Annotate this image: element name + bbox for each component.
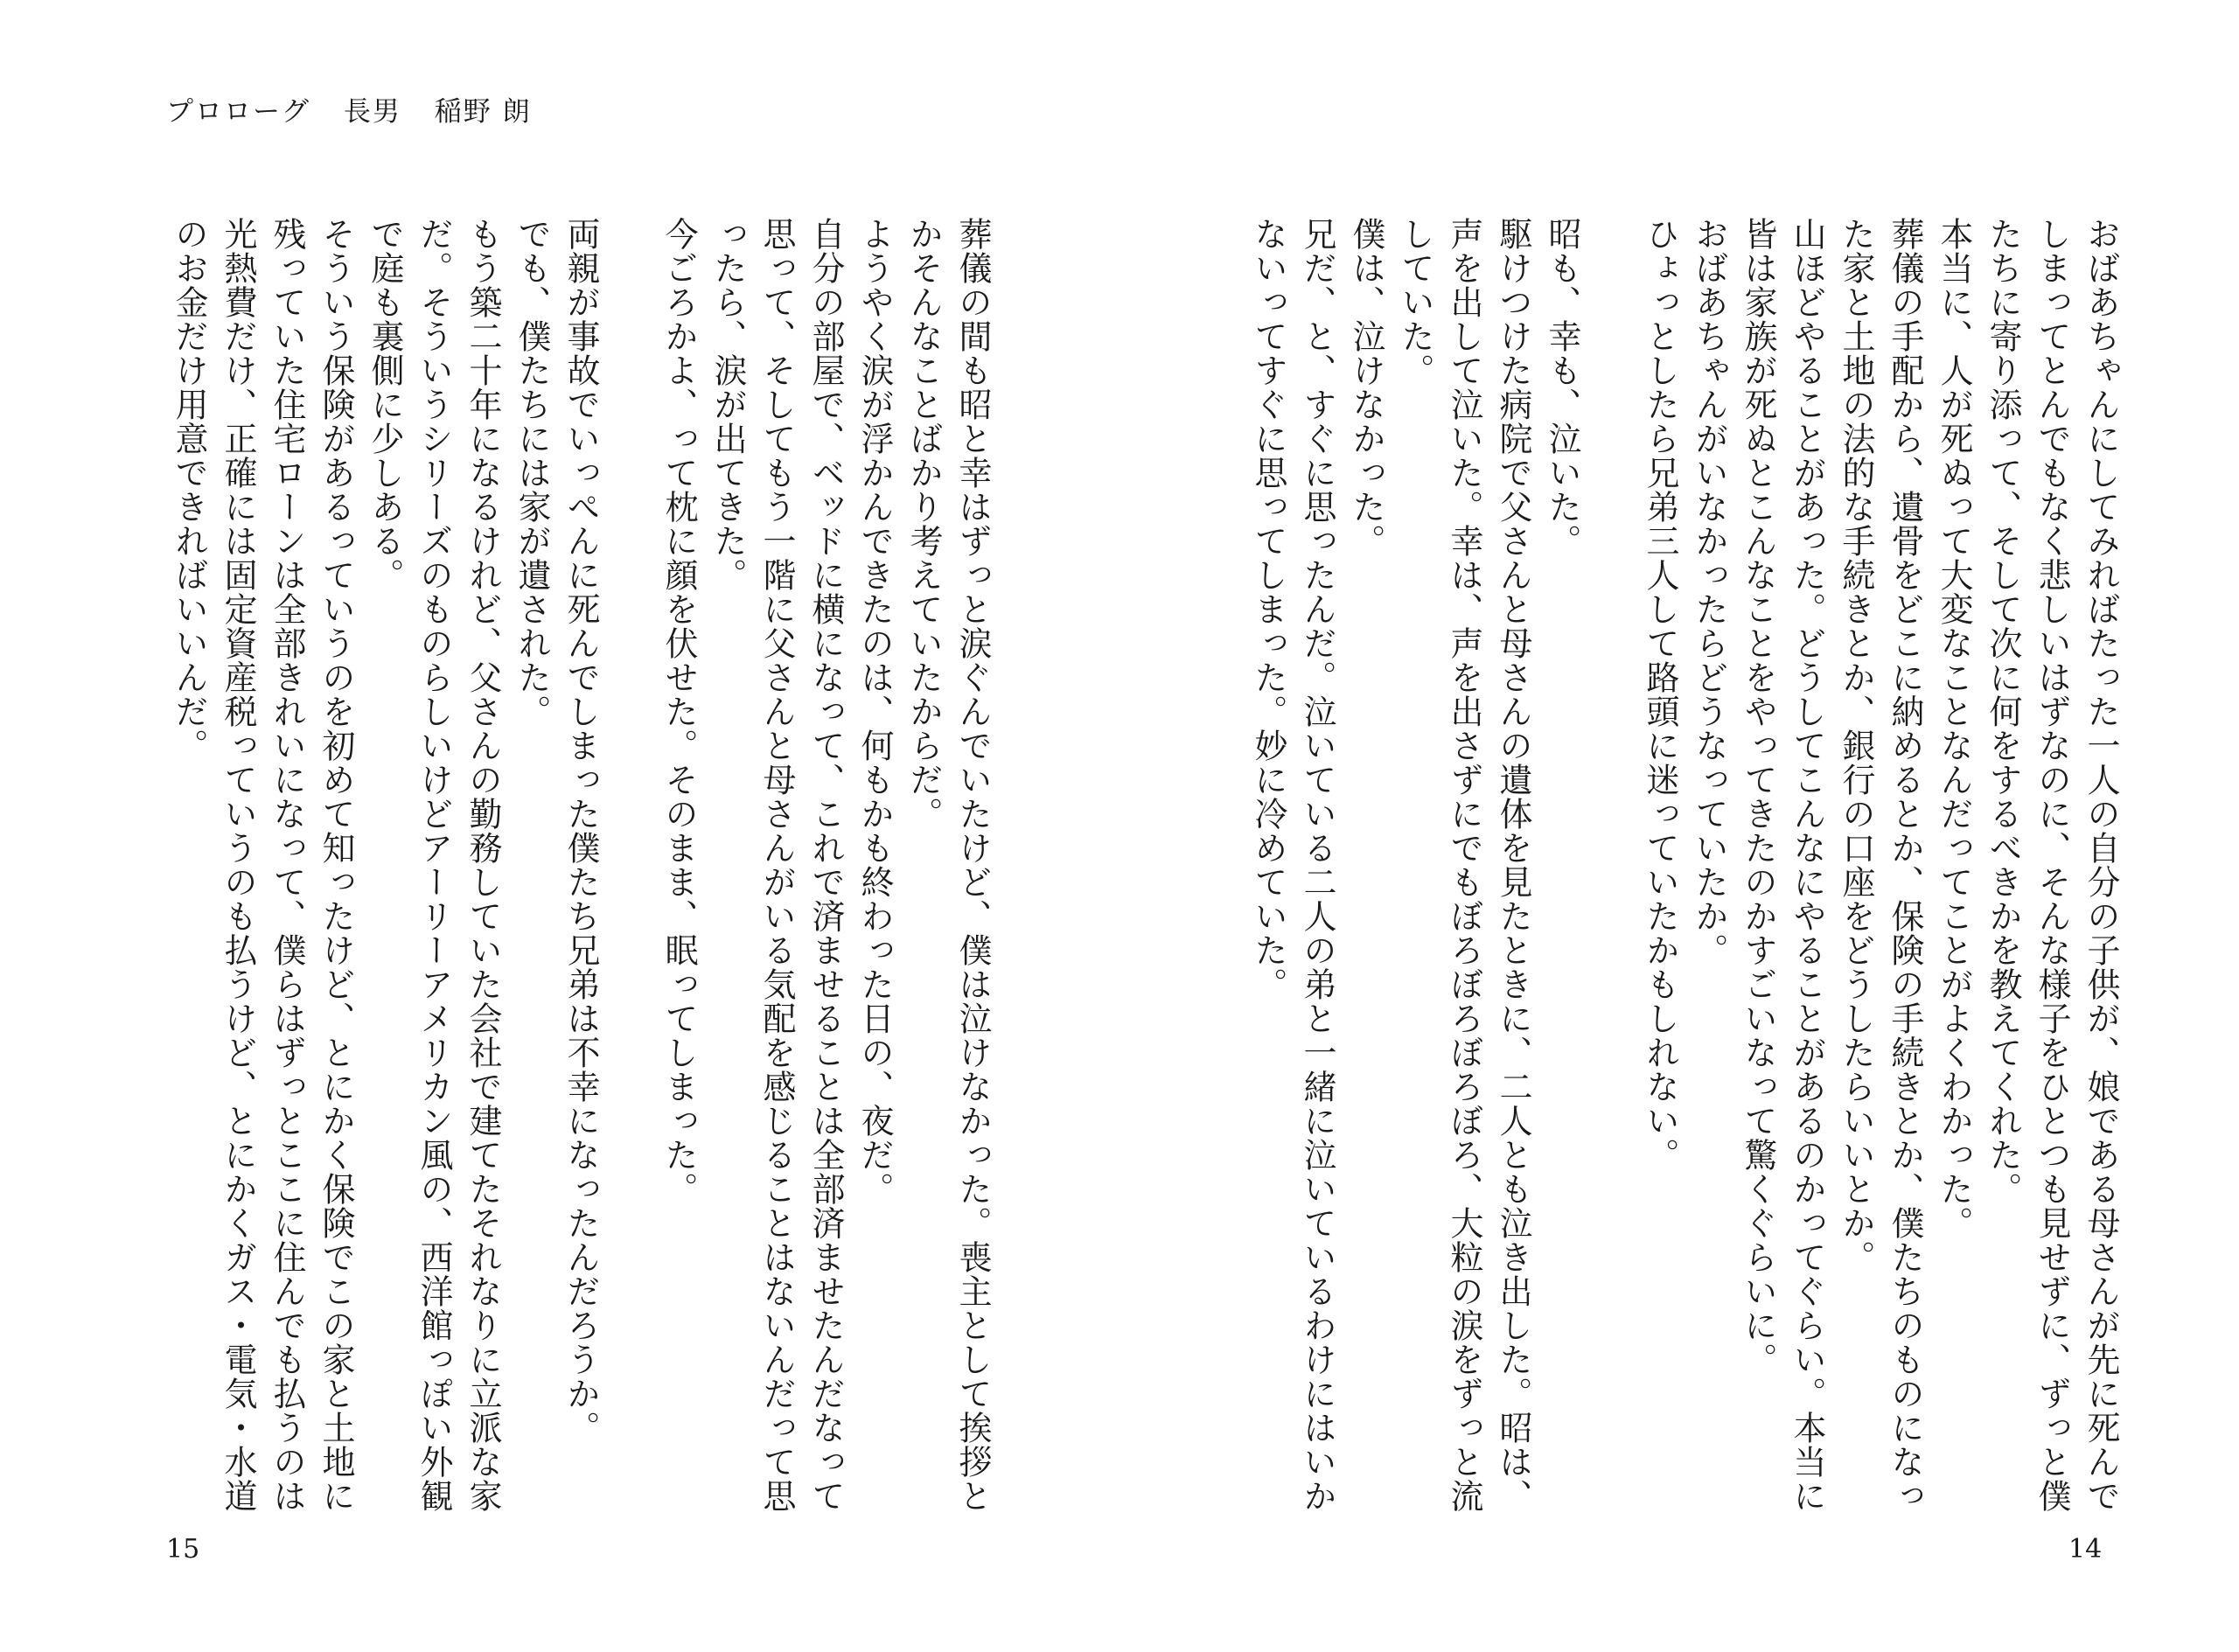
section-break <box>1587 217 1636 1529</box>
paragraph: そういう保険があるっていうのを初めて知ったけど、とにかく保険でこの家と土地に残っていた住宅ローンは全部きれいになって、僕らはずっとここに住んでも払うのは光熱費だけ、正確には固定資産税っていうのも払うけど、とにかくガス・電気・水道のお金だけ用意できればいいんだ。 <box>170 217 355 1513</box>
running-head <box>166 94 555 129</box>
section-break <box>605 217 654 1529</box>
paragraph: 自分の部屋で、ベッドに横になって、これで済ませることは全部済ませたんだなって思って、そしてもう一階に父さんと母さんがいる気配を感じることはないんだって思ったら、涙が出てきた。 <box>708 217 845 1513</box>
paragraph: 山ほどやることがあった。どうしてこんなにやることがあるのかってぐらい。本当に皆は家族が死ぬとこんなことをやってきたのかすごいなって驚くぐらいに。 <box>1739 217 1826 1513</box>
paragraph: ひょっとしたら兄弟三人して路頭に迷っていたかもしれない。 <box>1641 217 1679 1172</box>
paragraph: 葬儀の手配から、遺骨をどこに納めるとか、保険の手続きとか、僕たちのものになった家と土地の法的な手続きとか、銀行の口座をどうしたらいいとか。 <box>1837 217 1924 1513</box>
paragraph: 昭も、幸も、泣いた。 <box>1543 217 1581 558</box>
paragraph: おばあちゃんがいなかったらどうなっていたか。 <box>1690 217 1728 967</box>
running-head-name: 稲野 朗 <box>434 96 532 128</box>
paragraph: 両親が事故でいっぺんに死んでしまった僕たち兄弟は不幸になったんだろうか。 <box>561 217 600 1445</box>
running-head-section: プロローグ <box>166 96 310 128</box>
paragraph: ようやく涙が浮かんできたのは、何もかも終わった日の、夜だ。 <box>855 217 894 1206</box>
paragraph: 葬儀の間も昭と幸はずっと涙ぐんでいたけど、僕は泣けなかった。喪主として挨拶とかそんなことばかり考えていたからだ。 <box>904 217 992 1513</box>
paragraph: もう築二十年になるけれど、父さんの勤務していた会社で建てたそれなりに立派な家だ。そういうシリーズのものらしいけどアーリーアメリカン風の、西洋館っぽい外観で庭も裏側に少しある。 <box>366 217 502 1513</box>
paragraph: でも、僕たちには家が遺された。 <box>513 217 551 728</box>
paragraph: 今ごろかよ、って枕に顔を伏せた。そのまま、眠ってしまった。 <box>659 217 698 1206</box>
running-head-title: 長男 <box>343 96 401 128</box>
paragraph: 駆けつけた病院で父さんと母さんの遺体を見たときに、二人とも泣き出した。昭は、声を出して泣いた。幸は、声を出さずにでもぼろぼろぼろぼろ、大粒の涙をずっと流していた。 <box>1396 217 1532 1513</box>
page-number-right: 14 <box>2068 1534 2103 1565</box>
page-number-left: 15 <box>166 1534 200 1565</box>
right-page-text <box>1249 217 2125 1529</box>
left-page-text <box>131 217 997 1529</box>
paragraph: 本当に、人が死ぬって大変なことなんだってことがよくわかった。 <box>1935 217 1973 1240</box>
paragraph: 僕は、泣けなかった。 <box>1347 217 1385 558</box>
paragraph: おばあちゃんにしてみればたった一人の自分の子供が、娘である母さんが先に死んでしまってとんでもなく悲しいはずなのに、そんな様子をひとつも見せずに、ずっと僕たちに寄り添って、そして次に何をするべきかを教えてくれた。 <box>1984 217 2120 1513</box>
paragraph: 兄だ、と、すぐに思ったんだ。泣いている二人の弟と一緒に泣いているわけにはいかないってすぐに思ってしまった。妙に冷めていた。 <box>1249 217 1336 1513</box>
